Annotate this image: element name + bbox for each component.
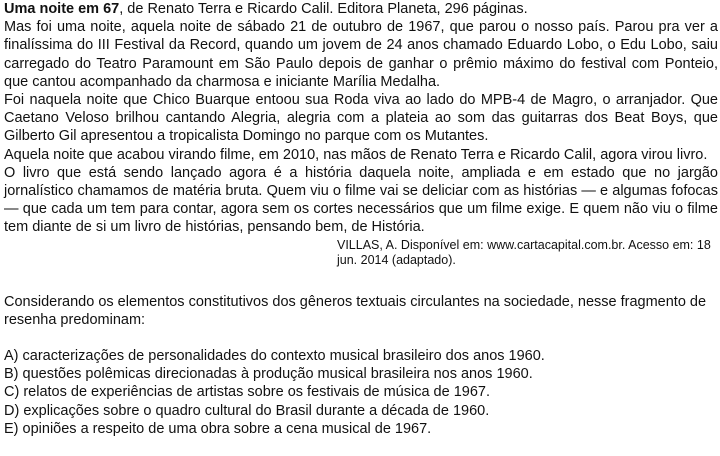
review-header — [4, 0, 718, 18]
book-details: , de Renato Terra e Ricardo Calil. Editora Planeta, 296 páginas. — [119, 1, 528, 17]
option-e[interactable]: E) opiniões a respeito de uma obra sobre a cena musical de 1967. — [4, 420, 432, 437]
option-d[interactable]: D) explicações sobre o quadro cultural do Brasil durante a década de 1960. — [4, 402, 490, 419]
question-prompt: Considerando os elementos constitutivos dos gêneros textuais circulantes na sociedade, nesse fragmento de resenha predominam: — [4, 293, 707, 328]
source-citation: VILLAS, A. Disponível em: www.cartacapital.com.br. Acesso em: 18 jun. 2014 (adaptado). — [337, 237, 711, 268]
option-b[interactable]: B) questões polêmicas direcionadas à produção musical brasileira nos anos 1960. — [4, 366, 533, 383]
review-paragraph-1: Mas foi uma noite, aquela noite de sábado 21 de outubro de 1967, que parou o nosso país. Parou pra ver a finalíssima do III Festival da Record, quando um jovem de 24 anos chamado Eduardo Lobo, o Edu Lobo, saiu carregado do Teatro Paramount em São Paulo depois de ganhar o prêmio máximo do festival com Ponteio, que cantou acompanhado da charmosa e iniciante Marília Medalha. — [4, 19, 718, 90]
option-c[interactable]: C) relatos de experiências de artistas sobre os festivais de música de 1967. — [4, 384, 490, 401]
review-paragraph-4: O livro que está sendo lançado agora é a história daquela noite, ampliada e em estado que no jargão jornalístico chamamos de matéria bruta. Quem viu o filme vai se deliciar com as histórias — e algumas fofocas — que cada um tem para contar, agora sem os cortes necessários que um filme exige. E quem não viu o filme tem diante de si um livro de histórias, pensando bem, de História. — [4, 164, 718, 236]
review-paragraph-3: Aquela noite que acabou virando filme, em 2010, nas mãos de Renato Terra e Ricardo Calil, agora virou livro. — [4, 146, 708, 163]
answer-options — [4, 347, 718, 438]
review-paragraph-2: Foi naquela noite que Chico Buarque entoou sua Roda viva ao lado do MPB-4 de Magro, o arranjador. Que Caetano Veloso brilhou cantando Alegria, alegria com a plateia ao som das guitarras dos Beat Boys, que Gilberto Gil apresentou a tropicalista Domingo no parque com os Mutantes. — [4, 92, 718, 145]
exam-question — [4, 0, 718, 438]
review-text — [4, 0, 718, 237]
book-title: Uma noite em 67 — [4, 1, 120, 17]
option-a[interactable]: A) caracterizações de personalidades do contexto musical brasileiro dos anos 1960. — [4, 348, 545, 365]
